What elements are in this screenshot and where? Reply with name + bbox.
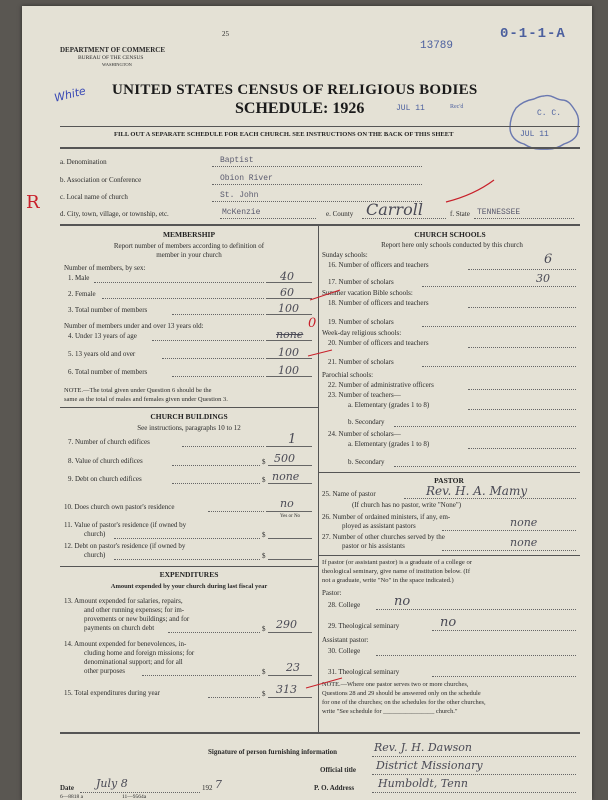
q13-label-d: payments on church debt xyxy=(84,624,155,632)
q13-value: 290 xyxy=(276,618,297,631)
official-title-value: District Missionary xyxy=(376,759,483,772)
q16-label: 16. Number of officers and teachers xyxy=(328,261,429,269)
q8-value: 500 xyxy=(274,452,295,465)
form-number: 6—8818 a xyxy=(60,794,84,800)
instruction-banner: FILL OUT A SEPARATE SCHEDULE FOR EACH CHURCH. SEE INSTRUCTIONS ON THE BACK OF THIS SHEET xyxy=(114,131,454,138)
q19-label: 19. Number of scholars xyxy=(328,318,394,326)
q28-label: 28. College xyxy=(328,601,361,609)
q27-label-b: pastor or his assistants xyxy=(342,542,405,550)
q14-label-c: denominational support; and for all xyxy=(84,658,183,666)
q10-value: no xyxy=(280,497,294,510)
county-value: Carroll xyxy=(366,200,423,219)
summer-schools-label: Summer vacation Bible schools: xyxy=(322,289,413,297)
q12-dollar: $ xyxy=(262,552,266,560)
by-sex-label: Number of members, by sex: xyxy=(64,264,146,272)
q12-label-b: church) xyxy=(84,551,106,559)
state-value: TENNESSEE xyxy=(477,208,521,217)
q25-hint: (If church has no pastor, write "None") xyxy=(352,501,462,509)
q26-label-a: 26. Number of ordained ministers, if any, em- xyxy=(322,513,451,521)
pastor-note4: write "See schedule for ________________ church." xyxy=(322,708,458,715)
graduate-note2: theological seminary, give name of institution below. (If xyxy=(322,568,471,575)
assistant-sub-label: Assistant pastor: xyxy=(322,636,369,644)
q13-label-c: provements or new buildings; and for xyxy=(84,615,190,623)
sunday-schools-label: Sunday schools: xyxy=(322,251,368,259)
q14-value: 23 xyxy=(286,661,300,674)
red-check-mark xyxy=(442,176,502,206)
q9-dollar: $ xyxy=(262,476,266,484)
q29-value: no xyxy=(440,615,457,630)
po-address-value: Humboldt, Tenn xyxy=(378,777,468,790)
q3-label: 3. Total number of members xyxy=(68,306,148,314)
print-number: 11—9564a xyxy=(122,794,147,800)
expenditures-sub: Amount expended by your church during last fiscal year xyxy=(110,583,268,590)
q13-dollar: $ xyxy=(262,625,266,633)
q7-label: 7. Number of church edifices xyxy=(68,438,150,446)
q24b-label: b. Secondary xyxy=(348,458,385,466)
q18-label: 18. Number of officers and teachers xyxy=(328,299,429,307)
page-number: 25 xyxy=(222,30,229,38)
schools-intro: Report here only schools conducted by this church xyxy=(381,241,523,249)
cc-stamp-text: C. C. xyxy=(537,109,562,118)
form-title: UNITED STATES CENSUS OF RELIGIOUS BODIES xyxy=(112,82,478,98)
q3-value: 100 xyxy=(278,302,299,315)
year-suffix: 7 xyxy=(215,778,222,791)
q14-dollar: $ xyxy=(262,668,266,676)
margin-mark: R xyxy=(26,192,40,213)
local-name-value: St. John xyxy=(220,191,259,200)
date-value: July 8 xyxy=(96,777,128,790)
q26-label-b: ployed as assistant pastors xyxy=(342,522,416,530)
q27-label-a: 27. Number of other churches served by the xyxy=(322,533,445,541)
q31-label: 31. Theological seminary xyxy=(328,668,400,676)
schools-heading: CHURCH SCHOOLS xyxy=(414,230,486,239)
q22-label: 22. Number of administrative officers xyxy=(328,381,434,389)
bureau-label: BUREAU OF THE CENSUS xyxy=(78,55,144,61)
q7-value: 1 xyxy=(288,432,297,447)
yes-no-hint: Yes or No xyxy=(280,514,301,519)
membership-intro1: Report number of members according to definition of xyxy=(113,242,265,250)
po-address-label: P. O. Address xyxy=(314,784,355,792)
denomination-value: Baptist xyxy=(220,156,254,165)
membership-intro2: member in your church xyxy=(156,251,222,259)
q2-value: 60 xyxy=(280,286,294,299)
cc-stamp-seal xyxy=(506,92,582,152)
q15-dollar: $ xyxy=(262,690,266,698)
state-label: f. State xyxy=(450,210,470,218)
date-label: Date xyxy=(60,784,74,792)
parochial-schools-label: Parochial schools: xyxy=(322,371,374,379)
city-label: WASHINGTON xyxy=(102,62,132,67)
q11-dollar: $ xyxy=(262,531,266,539)
q17-label: 17. Number of scholars xyxy=(328,278,394,286)
county-label: e. County xyxy=(326,210,354,218)
association-label: b. Association or Conference xyxy=(60,176,142,184)
membership-note1: NOTE.—The total given under Question 6 should be the xyxy=(64,387,212,394)
q23b-label: b. Secondary xyxy=(348,418,385,426)
q15-value: 313 xyxy=(276,683,297,696)
graduate-note3: not a graduate, write "No" in the space indicated.) xyxy=(322,577,454,584)
pastor-note3: for one of the churches; on the schedules for the other churches, xyxy=(322,699,486,706)
q30-label: 30. College xyxy=(328,647,361,655)
q24a-label: a. Elementary (grades 1 to 8) xyxy=(348,440,430,448)
q25-label: 25. Name of pastor xyxy=(322,490,376,498)
q23-label: 23. Number of teachers— xyxy=(328,391,401,399)
q9-label: 9. Debt on church edifices xyxy=(68,475,142,483)
pastor-note2: Questions 28 and 29 should be answered only on the schedule xyxy=(322,690,481,697)
q14-label-b: cluding home and foreign missions; for xyxy=(84,649,195,657)
department-label: DEPARTMENT OF COMMERCE xyxy=(60,46,166,54)
membership-note2: same as the total of males and females given under Question 3. xyxy=(64,396,228,403)
q1-value: 40 xyxy=(280,270,294,283)
q29-label: 29. Theological seminary xyxy=(328,622,400,630)
q1-label: 1. Male xyxy=(68,274,90,282)
city-label-field: d. City, town, village, or township, etc. xyxy=(60,210,169,218)
q25-value: Rev. H. A. Mamy xyxy=(426,484,528,498)
year-label: 192 xyxy=(202,784,213,792)
q12-label-a: 12. Debt on pastor's residence (if owned by xyxy=(64,542,186,550)
q5-value: 100 xyxy=(278,346,299,359)
q16-value: 6 xyxy=(544,252,553,267)
race-annotation: White xyxy=(52,84,88,105)
q24-label: 24. Number of scholars— xyxy=(328,430,401,438)
q13-label-b: and other running expenses; for im- xyxy=(84,606,185,614)
expenditures-heading: EXPENDITURES xyxy=(159,570,219,579)
membership-heading: MEMBERSHIP xyxy=(162,230,216,239)
q8-dollar: $ xyxy=(262,458,266,466)
buildings-sub: See instructions, paragraphs 10 to 12 xyxy=(137,424,241,432)
received-label: Rec'd xyxy=(450,104,464,110)
schedule-year: SCHEDULE: 1926 xyxy=(235,100,365,117)
serial-number: 13789 xyxy=(420,40,454,52)
q6-value: 100 xyxy=(278,364,299,377)
pastor-note1: NOTE.—Where one pastor serves two or more churches, xyxy=(322,681,469,688)
q11-label-a: 11. Value of pastor's residence (if owned by xyxy=(64,521,187,529)
q9-value: none xyxy=(272,470,300,483)
q23a-label: a. Elementary (grades 1 to 8) xyxy=(348,401,430,409)
signature-label: Signature of person furnishing information xyxy=(208,748,337,756)
signature-value: Rev. J. H. Dawson xyxy=(374,741,472,754)
buildings-heading: CHURCH BUILDINGS xyxy=(150,412,228,421)
q28-value: no xyxy=(394,594,411,609)
q5-label: 5. 13 years old and over xyxy=(68,350,136,358)
q26-value: none xyxy=(510,516,538,529)
q2-label: 2. Female xyxy=(68,290,96,298)
q14-label-a: 14. Amount expended for benevolences, in- xyxy=(64,640,187,648)
q13-label-a: 13. Amount expended for salaries, repairs, xyxy=(64,597,183,605)
pastor-sub-label: Pastor: xyxy=(322,589,342,597)
q10-label: 10. Does church own pastor's residence xyxy=(64,503,175,511)
graduate-note1: If pastor (or assistant pastor) is a graduate of a college or xyxy=(322,559,472,566)
under-over-label: Number of members under and over 13 years old: xyxy=(64,322,204,330)
q4-red-zero: 0 xyxy=(308,316,317,331)
q4-label: 4. Under 13 years of age xyxy=(68,332,137,340)
q21-label: 21. Number of scholars xyxy=(328,358,394,366)
city-value: McKenzie xyxy=(222,208,261,217)
q27-value: none xyxy=(510,536,538,549)
weekday-schools-label: Week-day religious schools: xyxy=(322,329,402,337)
q20-label: 20. Number of officers and teachers xyxy=(328,339,429,347)
denomination-label: a. Denomination xyxy=(60,158,107,166)
association-value: Obion River xyxy=(220,174,273,183)
q11-label-b: church) xyxy=(84,530,106,538)
q4-value: none xyxy=(276,328,304,341)
code-stamp: 0-1-1-A xyxy=(500,26,566,42)
received-date: JUL 11 xyxy=(396,104,425,113)
local-name-label: c. Local name of church xyxy=(60,193,128,201)
census-schedule-page xyxy=(22,6,592,800)
q6-label: 6. Total number of members xyxy=(68,368,148,376)
q15-label: 15. Total expenditures during year xyxy=(64,689,160,697)
official-title-label: Official title xyxy=(320,766,356,774)
sheet-date-stamp: JUL 11 xyxy=(520,130,549,139)
red-tick-marks xyxy=(270,260,350,700)
q14-label-d: other purposes xyxy=(84,667,126,675)
q17-value: 30 xyxy=(536,272,550,285)
q8-label: 8. Value of church edifices xyxy=(68,457,143,465)
pastor-heading: PASTOR xyxy=(434,476,464,485)
